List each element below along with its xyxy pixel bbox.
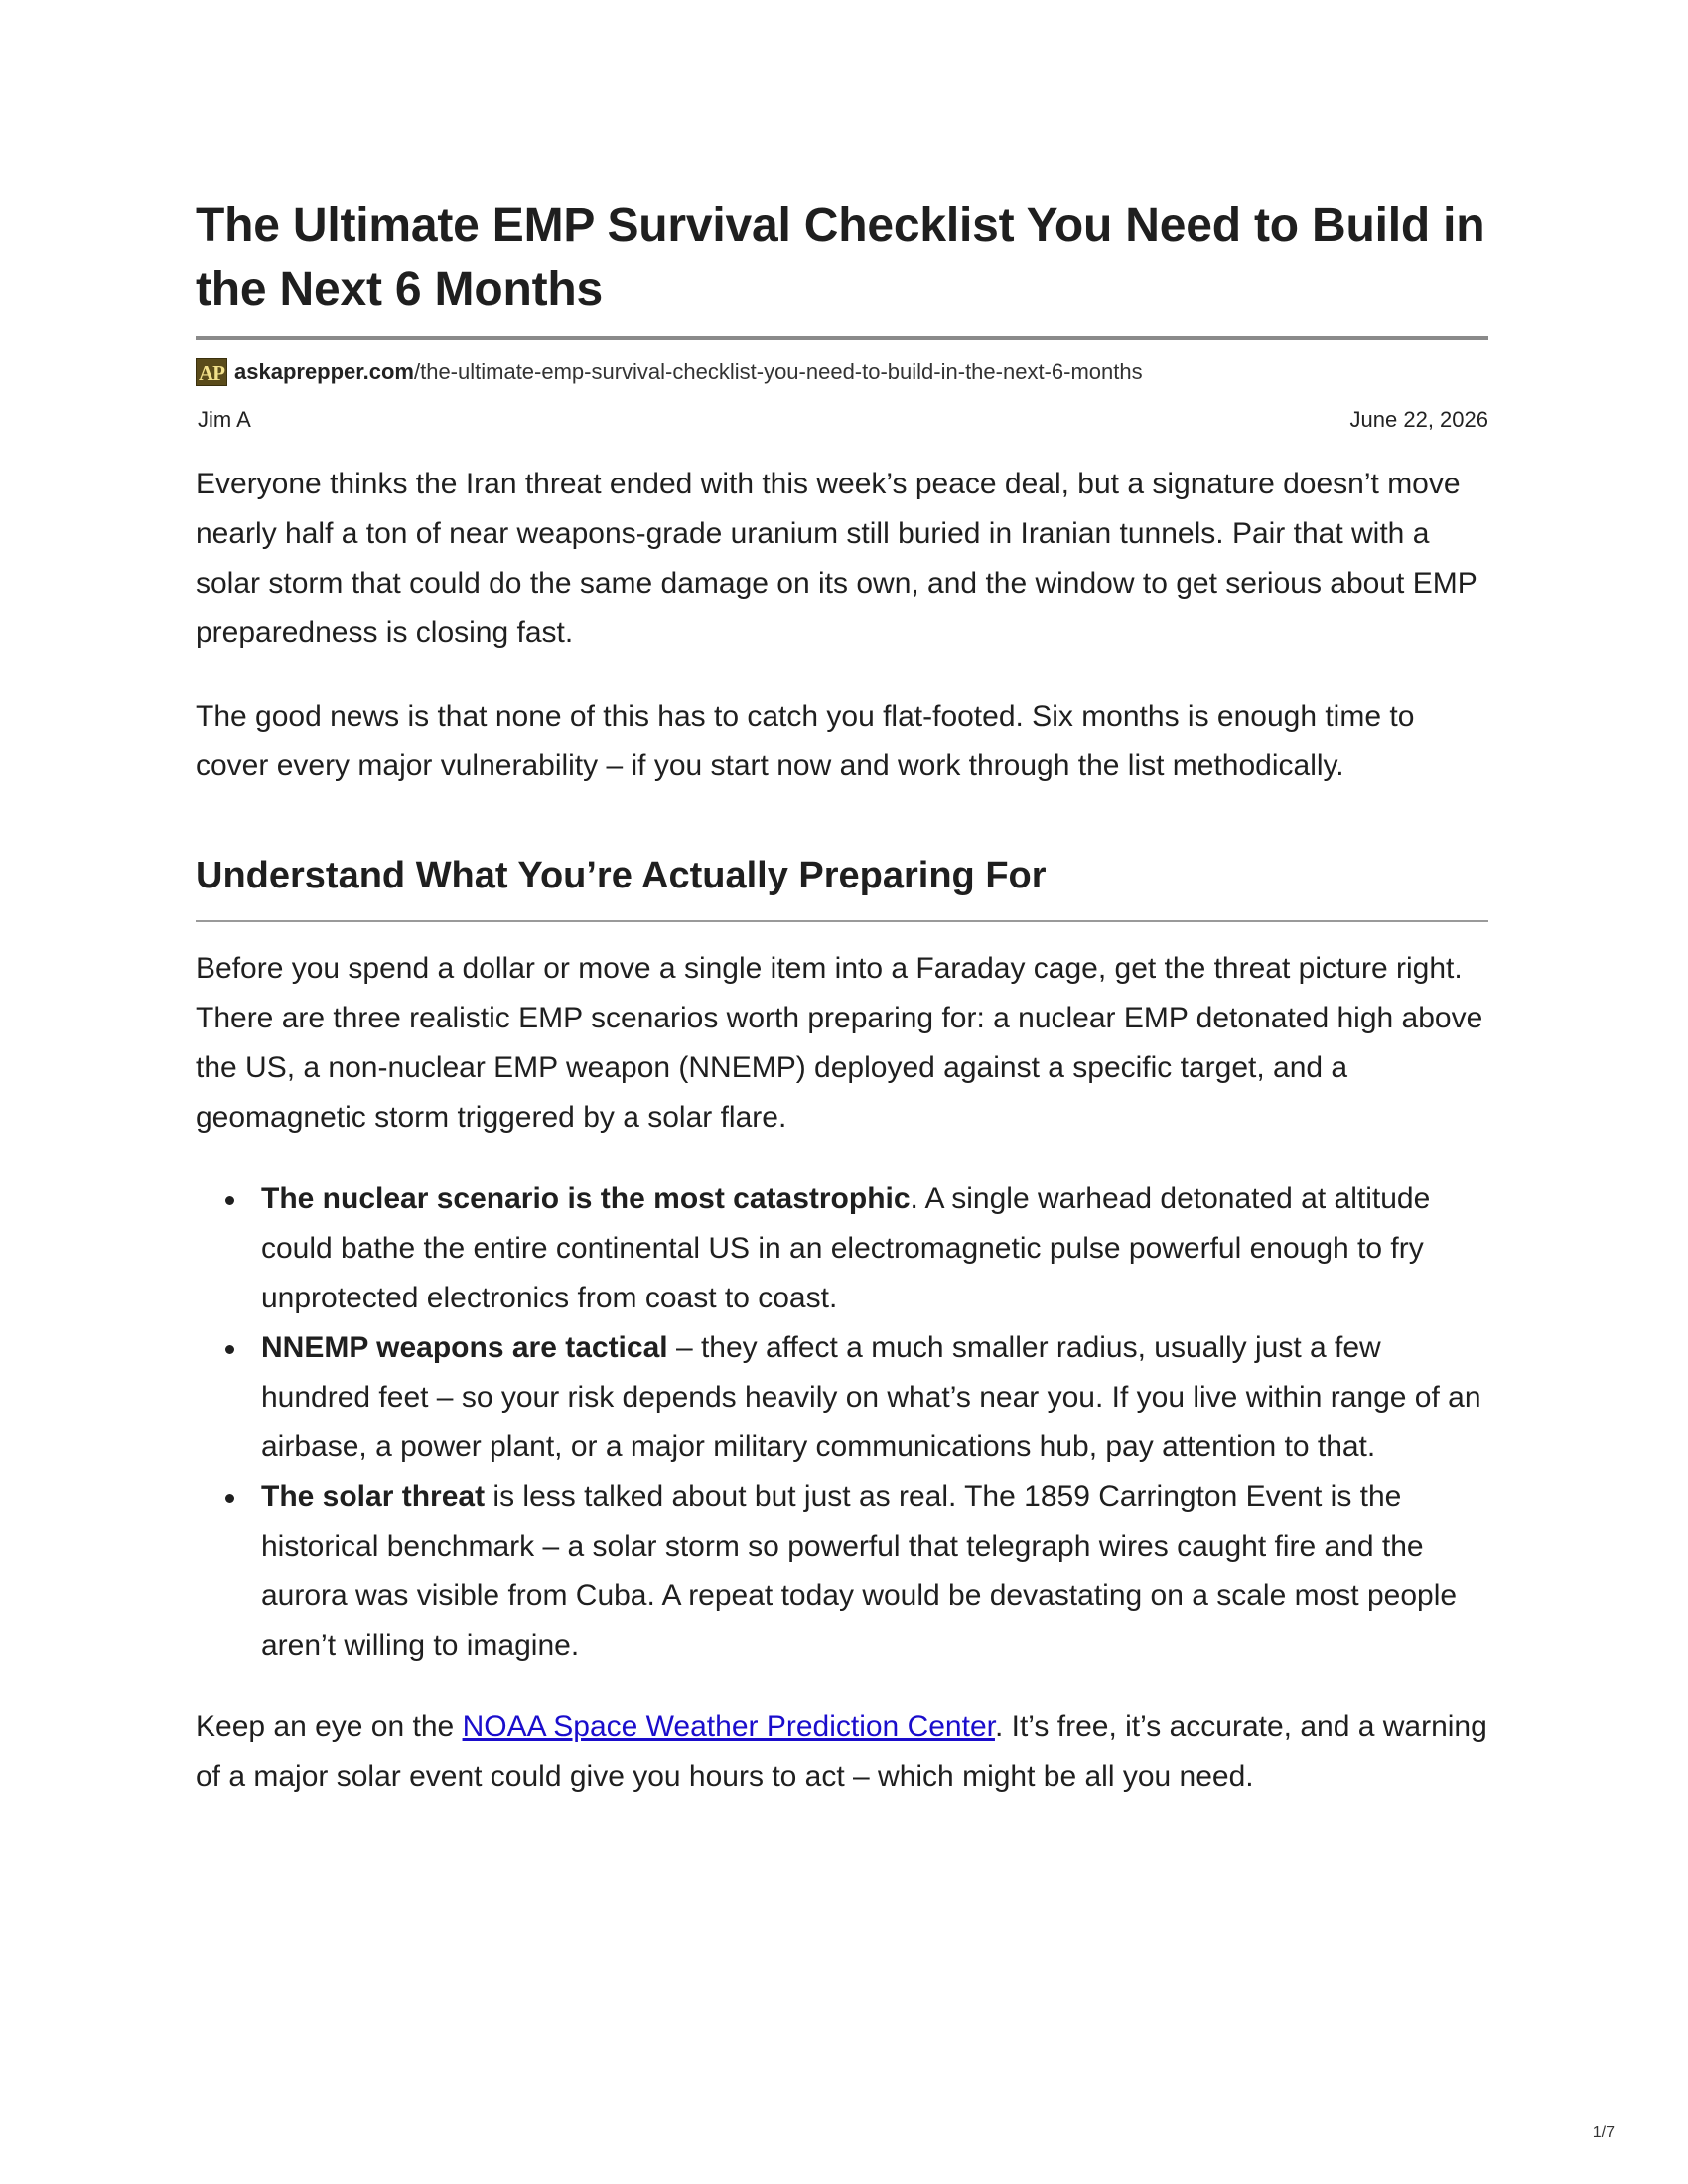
article-meta bbox=[196, 407, 1488, 433]
site-logo-icon: AP bbox=[196, 358, 227, 386]
bullet-icon bbox=[225, 1345, 234, 1354]
source-domain[interactable]: askaprepper.com bbox=[234, 359, 414, 384]
author-name: Jim A bbox=[198, 407, 251, 432]
publish-date: June 22, 2026 bbox=[1349, 407, 1488, 432]
list-item bbox=[196, 1323, 1488, 1472]
source-path[interactable]: /the-ultimate-emp-survival-checklist-you-need-to-build-in-the-next-6-months bbox=[413, 359, 1143, 384]
closing-paragraph bbox=[196, 1703, 1488, 1802]
title-divider bbox=[196, 336, 1488, 340]
list-item-bold: The nuclear scenario is the most catastrophic bbox=[261, 1182, 911, 1215]
section-divider bbox=[196, 920, 1488, 922]
list-item-bold: NNEMP weapons are tactical bbox=[261, 1331, 668, 1364]
source-line bbox=[196, 357, 1488, 387]
list-item bbox=[196, 1472, 1488, 1671]
closing-text-before-link: Keep an eye on the bbox=[196, 1710, 463, 1743]
page-number: 1/7 bbox=[1592, 2124, 1615, 2141]
scenario-list bbox=[196, 1174, 1488, 1671]
intro-paragraph-2: The good news is that none of this has to catch you flat-footed. Six months is enough time to cover every major vulnerability – if you start now and work through the list methodically. bbox=[196, 700, 1415, 782]
list-item-text: is less talked about but just as real. The 1859 Carrington Event is the historical benchmark – a solar storm so powerful that telegraph wires caught fire and the aurora was visible from Cuba. A repeat today would be devastating on a scale most people aren’t willing to imagine. bbox=[261, 1480, 1458, 1662]
article-title: The Ultimate EMP Survival Checklist You Need to Build in the Next 6 Months bbox=[196, 200, 1485, 316]
list-item-bold: The solar threat bbox=[261, 1480, 486, 1513]
noaa-link[interactable]: NOAA Space Weather Prediction Center bbox=[462, 1710, 995, 1743]
article bbox=[196, 195, 1488, 1802]
section-heading: Understand What You’re Actually Preparing For bbox=[196, 855, 1047, 896]
intro-paragraph-1: Everyone thinks the Iran threat ended with this week’s peace deal, but a signature doesn’t move nearly half a ton of near weapons-grade uranium still buried in Iranian tunnels. Pair that with a solar storm that could do the same damage on its own, and the window to get serious about EMP preparedness is closing fast. bbox=[196, 468, 1477, 649]
list-item bbox=[196, 1174, 1488, 1323]
closing-text-after-link: . It’s free, it’s accurate, and a warning of a major solar event could give you hours to act – which might be all you need. bbox=[196, 1710, 1487, 1793]
list-item-text: – they affect a much smaller radius, usually just a few hundred feet – so your risk depends heavily on what’s near you. If you live within range of an airbase, a power plant, or a major military communications hub, pay attention to that. bbox=[261, 1331, 1481, 1463]
list-item-text: . A single warhead detonated at altitude could bathe the entire continental US in an electromagnetic pulse powerful enough to fry unprotected electronics from coast to coast. bbox=[261, 1182, 1431, 1314]
section-paragraph: Before you spend a dollar or move a single item into a Faraday cage, get the threat picture right. There are three realistic EMP scenarios worth preparing for: a nuclear EMP detonated high above the US, a non-nuclear EMP weapon (NNEMP) deployed against a specific target, and a geomagnetic storm triggered by a solar flare. bbox=[196, 952, 1483, 1134]
bullet-icon bbox=[225, 1196, 234, 1205]
bullet-icon bbox=[225, 1494, 234, 1503]
